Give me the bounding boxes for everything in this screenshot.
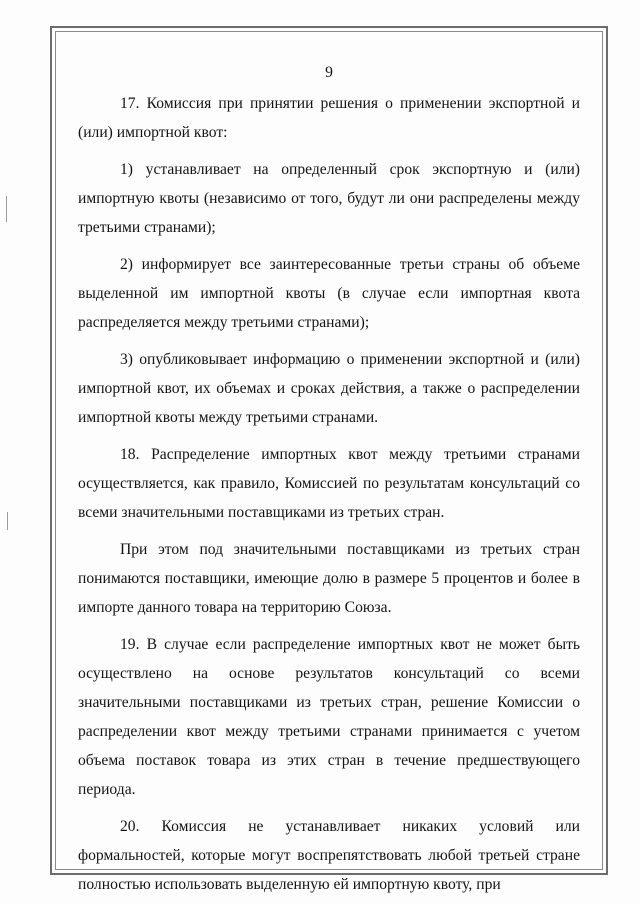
document-body xyxy=(78,58,580,899)
paragraph-clause-17-item-3: 3) опубликовывает информацию о применении экспортной и (или) импортной квот, их объемах и сроках действия, а также о распределении импортной квоты между третьими странами. xyxy=(78,351,580,426)
paragraph-clause-17-intro: 17. Комиссия при принятии решения о применении экспортной и (или) импортной квот: xyxy=(78,95,580,141)
paragraph-clause-20: 20. Комиссия не устанавливает никаких условий или формальностей, которые могут воспрепятствовать любой третьей стране полностью использовать выделенную ей импортную квоту, при xyxy=(78,818,580,893)
paragraph-list xyxy=(78,89,580,899)
paragraph-clause-17-item-2: 2) информирует все заинтересованные третьи страны об объеме выделенной им импортной квоты (в случае если импортная квота распределяется между третьими странами); xyxy=(78,256,580,331)
paragraph-clause-18-note: При этом под значительными поставщиками из третьих стран понимаются поставщики, имеющие долю в размере 5 процентов и более в импорте данного товара на территорию Союза. xyxy=(78,541,580,616)
paragraph-clause-17-item-1: 1) устанавливает на определенный срок экспортную и (или) импортную квоты (независимо от того, будут ли они распределены между третьими странами); xyxy=(78,161,580,236)
scan-edge-mark xyxy=(7,512,8,530)
paragraph-clause-18: 18. Распределение импортных квот между третьими странами осуществляется, как правило, Комиссией по результатам консультаций со всеми значительными поставщиками из третьих стран. xyxy=(78,446,580,521)
paragraph-clause-19: 19. В случае если распределение импортных квот не может быть осуществлено на основе результатов консультаций со всеми значительными поставщиками из третьих стран, решение Комиссии о распределении квот между третьими странами принимается с учетом объема поставок товара из этих стран в течение предшествующего периода. xyxy=(78,636,580,798)
page-number: 9 xyxy=(325,64,333,81)
scan-edge-mark xyxy=(6,196,7,222)
